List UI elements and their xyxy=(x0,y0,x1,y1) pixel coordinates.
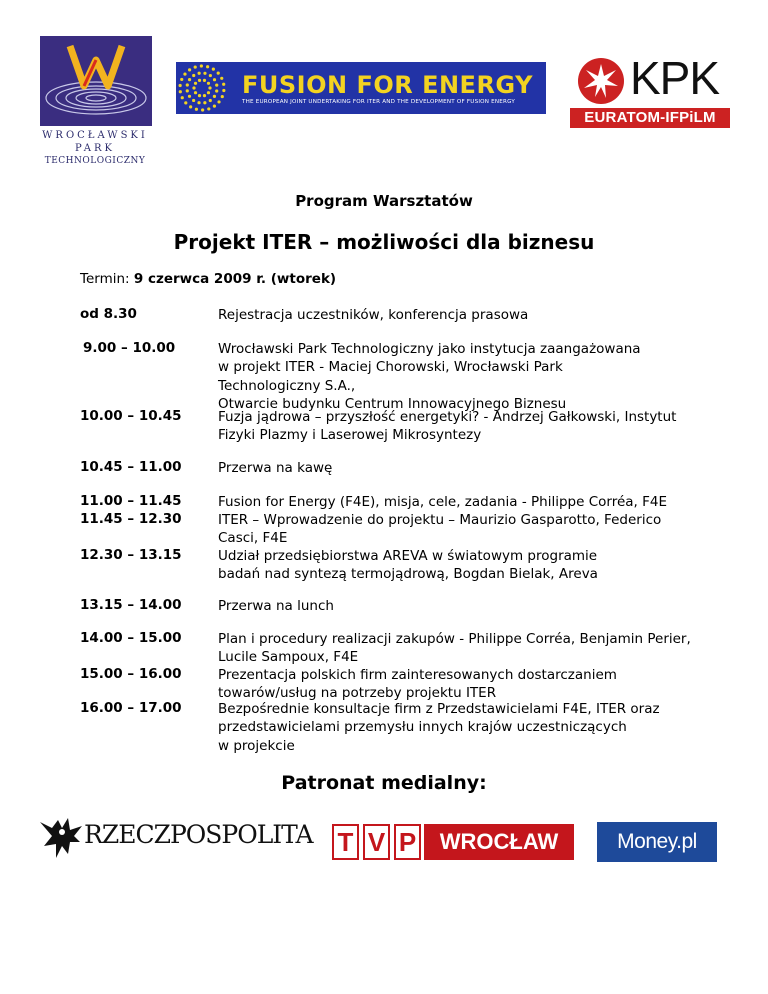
wpt-emblem-icon xyxy=(40,36,152,126)
eagle-icon xyxy=(38,814,86,860)
f4e-star-dot xyxy=(213,105,216,108)
f4e-star-dot xyxy=(209,74,212,77)
f4e-star-dot xyxy=(186,89,189,92)
fusion-for-energy-logo xyxy=(176,62,546,114)
page-title: Projekt ITER – możliwości dla biznesu xyxy=(173,230,595,254)
f4e-star-dot xyxy=(194,65,197,68)
description-line: towarów/usług na potrzeby projektu ITER xyxy=(218,685,497,702)
kpk-subtitle: EURATOM-IFPiLM xyxy=(584,109,716,126)
f4e-star-dot xyxy=(179,84,182,87)
description-line: Wrocławski Park Technologiczny jako instytucja zaangażowana xyxy=(218,341,641,357)
kpk-name: KPK xyxy=(630,52,720,104)
description-line: Otwarcie budynku Centrum Innowacyjnego Biznesu xyxy=(218,396,567,413)
f4e-star-dot xyxy=(181,96,184,99)
wroclawski-park-technologiczny-logo xyxy=(24,20,166,178)
f4e-star-dot xyxy=(203,72,206,75)
f4e-title: FUSION FOR ENERGY xyxy=(242,71,533,99)
f4e-star-dot xyxy=(189,105,192,108)
f4e-star-dot xyxy=(200,64,203,67)
description-line: Przerwa na lunch xyxy=(218,598,334,614)
description-line: Fizyki Plazmy i Laserowej Mikrosyntezy xyxy=(218,427,482,444)
tvp-letter-v: V xyxy=(363,824,390,860)
schedule-time: 10.45 – 11.00 xyxy=(80,459,182,475)
wpt-name-line-3: TECHNOLOGICZNY xyxy=(44,156,146,166)
f4e-star-dot xyxy=(192,74,195,77)
tvp-letter-t: T xyxy=(332,824,359,860)
f4e-star-dot xyxy=(188,68,191,71)
description-line: Fusion for Energy (F4E), misja, cele, zadania - Philippe Corréa, F4E xyxy=(218,494,668,510)
schedule-time: 14.00 – 15.00 xyxy=(80,630,182,646)
f4e-star-dot xyxy=(192,99,195,102)
schedule-time: 11.00 – 11.45 xyxy=(80,493,182,509)
tvp-city: WROCŁAW xyxy=(424,824,574,860)
description-line: ITER – Wprowadzenie do projektu – Maurizio Gasparotto, Federico xyxy=(218,512,662,528)
description-line: Udział przedsiębiorstwa AREVA w światowym programie xyxy=(218,548,598,564)
description-line: w projekcie xyxy=(218,737,295,754)
description-line: Fuzja jądrowa – przyszłość energetyki? - Andrzej Gałkowski, Instytut xyxy=(218,409,677,425)
media-heading: Patronat medialny: xyxy=(281,772,487,794)
f4e-star-dot xyxy=(208,86,211,89)
schedule-time: 13.15 – 14.00 xyxy=(80,597,182,613)
f4e-star-dot xyxy=(203,101,206,104)
description-line: Lucile Sampoux, F4E xyxy=(218,649,359,666)
f4e-star-dot xyxy=(198,72,201,75)
f4e-star-dot xyxy=(180,78,183,81)
date-line xyxy=(80,271,336,287)
schedule-description xyxy=(218,340,641,414)
program-heading: Program Warsztatów xyxy=(295,192,473,210)
f4e-star-dot xyxy=(194,91,197,94)
schedule-description xyxy=(218,666,617,703)
schedule-description xyxy=(218,630,691,667)
wpt-name-line-1: WROCŁAWSKI xyxy=(42,130,148,141)
description-line: Casci, F4E xyxy=(218,530,288,547)
f4e-stars-icon xyxy=(178,64,226,112)
schedule-description xyxy=(218,547,598,584)
f4e-star-dot xyxy=(201,108,204,111)
description-line: badań nad syntezą termojądrową, Bogdan Bielak, Areva xyxy=(218,566,598,583)
description-line: Plan i procedury realizacji zakupów - Philippe Corréa, Benjamin Perier, xyxy=(218,631,691,647)
schedule-time: 15.00 – 16.00 xyxy=(80,666,182,682)
date-label: Termin: xyxy=(80,271,134,287)
f4e-star-dot xyxy=(213,95,216,98)
f4e-subtitle: THE EUROPEAN JOINT UNDERTAKING FOR ITER AND THE DEVELOPMENT OF FUSION ENERGY xyxy=(242,99,515,105)
description-line: przedstawicielami przemysłu innych krajów uczestniczących xyxy=(218,719,627,736)
f4e-star-dot xyxy=(215,84,218,87)
kpk-logo xyxy=(566,52,734,130)
f4e-star-dot xyxy=(221,95,224,98)
f4e-star-dot xyxy=(212,68,215,71)
f4e-star-dot xyxy=(206,65,209,68)
f4e-star-dot xyxy=(207,91,210,94)
f4e-star-dot xyxy=(203,94,206,97)
schedule-description xyxy=(218,459,332,477)
description-line: w projekt ITER - Maciej Chorowski, Wrocławski Park xyxy=(218,359,563,376)
rzeczpospolita-name: RZECZPOSPOLITA xyxy=(84,820,313,849)
f4e-star-dot xyxy=(179,90,182,93)
f4e-star-dot xyxy=(186,83,189,86)
description-line: Rejestracja uczestników, konferencja prasowa xyxy=(218,307,529,323)
f4e-star-dot xyxy=(207,82,210,85)
f4e-star-dot xyxy=(217,72,220,75)
tvp-letter-p: P xyxy=(394,824,421,860)
rzeczpospolita-logo xyxy=(38,812,313,860)
kpk-burst-icon xyxy=(576,56,626,106)
schedule-time: 11.45 – 12.30 xyxy=(80,511,182,527)
money-pl-name: Money.pl xyxy=(617,830,697,853)
schedule-description xyxy=(218,597,334,615)
f4e-star-dot xyxy=(198,79,201,82)
tvp-wroclaw-logo xyxy=(332,824,574,860)
schedule-time: 10.00 – 10.45 xyxy=(80,408,182,424)
f4e-star-dot xyxy=(220,77,223,80)
description-line: Prezentacja polskich firm zainteresowanych dostarczaniem xyxy=(218,667,617,683)
description-line: Bezpośrednie konsultacje firm z Przedstawicielami F4E, ITER oraz xyxy=(218,701,660,717)
schedule-time: 9.00 – 10.00 xyxy=(83,340,176,356)
f4e-star-dot xyxy=(203,79,206,82)
schedule-time: od 8.30 xyxy=(80,306,137,322)
f4e-star-dot xyxy=(194,82,197,85)
description-line: Technologiczny S.A., xyxy=(218,377,356,394)
f4e-star-dot xyxy=(183,72,186,75)
schedule-description xyxy=(218,493,667,511)
schedule-description xyxy=(218,700,660,755)
schedule-time: 12.30 – 13.15 xyxy=(80,547,182,563)
f4e-star-dot xyxy=(222,89,225,92)
f4e-star-dot xyxy=(222,83,225,86)
f4e-star-dot xyxy=(197,101,200,104)
f4e-star-dot xyxy=(209,99,212,102)
schedule-time: 16.00 – 17.00 xyxy=(80,700,182,716)
schedule-description xyxy=(218,511,661,548)
schedule-description xyxy=(218,306,528,324)
f4e-star-dot xyxy=(215,89,218,92)
f4e-star-dot xyxy=(213,78,216,81)
f4e-star-dot xyxy=(217,100,220,103)
description-line: Przerwa na kawę xyxy=(218,460,333,476)
schedule-description xyxy=(218,408,676,445)
f4e-star-dot xyxy=(198,94,201,97)
f4e-star-dot xyxy=(184,101,187,104)
f4e-star-dot xyxy=(192,86,195,89)
date-value: 9 czerwca 2009 r. (wtorek) xyxy=(133,271,337,287)
f4e-star-dot xyxy=(207,107,210,110)
wpt-name-line-2: PARK xyxy=(74,143,116,154)
money-pl-logo xyxy=(597,822,717,862)
f4e-star-dot xyxy=(188,95,191,98)
f4e-star-dot xyxy=(195,108,198,111)
f4e-star-dot xyxy=(188,78,191,81)
